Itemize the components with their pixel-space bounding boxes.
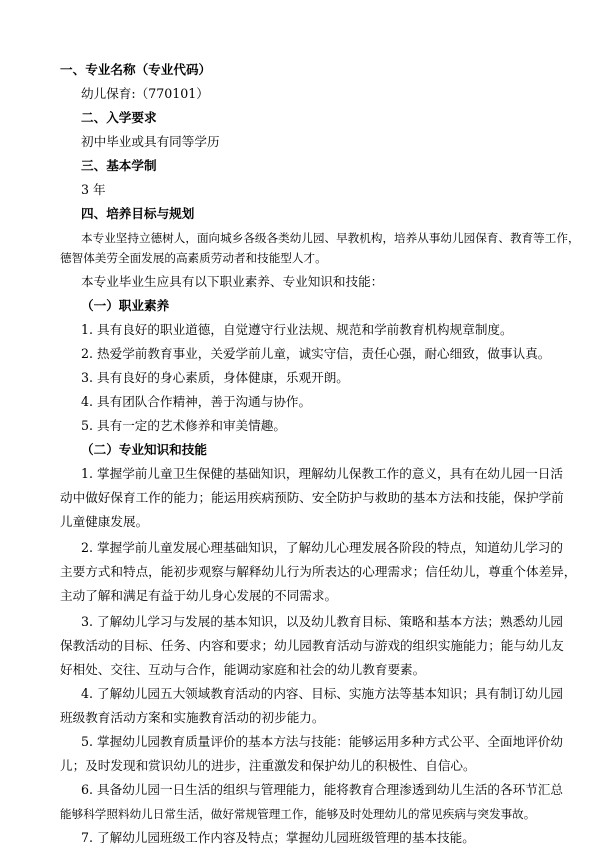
list-item: 1. 具有良好的职业道德，自觉遵守行业法规、规范和学前教育机构规章制度。 <box>81 322 513 337</box>
paragraph-line: 6. 具备幼儿园一日生活的组织与管理能力，能将教育合理渗透到幼儿生活的各环节汇总 <box>81 782 563 797</box>
paragraph-line: 儿童健康发展。 <box>60 514 149 529</box>
paragraph-line: 7. 了解幼儿园班级工作内容及特点；掌握幼儿园班级管理的基本技能。 <box>81 830 475 845</box>
admission-text: 初中毕业或具有同等学历 <box>81 134 220 149</box>
heading-admission: 二、入学要求 <box>81 110 157 125</box>
duration-text: 3 年 <box>81 182 106 197</box>
list-item: 4. 具有团队合作精神，善于沟通与协作。 <box>81 394 312 409</box>
paragraph-line: 主动了解和满足有益于幼儿身心发展的不同需求。 <box>60 588 338 603</box>
paragraph-line: 1. 掌握学前儿童卫生保健的基础知识，理解幼儿保教工作的意义，具有在幼儿园一日活 <box>81 466 563 481</box>
list-item: 3. 具有良好的身心素质，身体健康，乐观开朗。 <box>81 370 349 385</box>
heading-major-name: 一、专业名称（专业代码） <box>60 62 212 77</box>
paragraph-line: 保教活动的目标、任务、内容和要求；幼儿园教育活动与游戏的组织实施能力；能与幼儿友 <box>60 638 564 653</box>
heading-knowledge-skills: （二）专业知识和技能 <box>81 442 207 457</box>
heading-duration: 三、基本学制 <box>81 158 157 173</box>
paragraph-line: 4. 了解幼儿园五大领域教育活动的内容、目标、实施方法等基本知识；具有制订幼儿园 <box>81 686 563 701</box>
heading-professional-quality: （一）职业素养 <box>81 298 170 313</box>
goals-paragraph-line: 本专业坚持立德树人，面向城乡各级各类幼儿园、早教机构，培养从事幼儿园保育、教育等工作， <box>81 231 580 245</box>
goals-paragraph-line: 德智体美劳全面发展的高素质劳动者和技能型人才。 <box>60 251 327 265</box>
list-item: 5. 具有一定的艺术修养和审美情趣。 <box>81 418 286 433</box>
paragraph-line: 能够科学照料幼儿日常生活，做好常规管理工作，能够及时处理幼儿的常见疾病与突发事故。 <box>60 807 536 821</box>
paragraph-line: 动中做好保育工作的能力；能运用疾病预防、安全防护与救助的基本方法和技能，保护学前 <box>60 490 564 505</box>
paragraph-line: 好相处、交往、互动与合作，能调动家庭和社会的幼儿教育要素。 <box>60 662 426 677</box>
list-item: 2. 热爱学前教育事业，关爱学前儿童，诚实守信，责任心强，耐心细致，做事认真。 <box>81 346 551 361</box>
paragraph-line: 主要方式和特点，能初步观察与解释幼儿行为所表达的心理需求；信任幼儿，尊重个体差异， <box>60 564 577 579</box>
paragraph-line: 3. 了解幼儿学习与发展的基本知识，以及幼儿教育目标、策略和基本方法；熟悉幼儿园 <box>81 614 563 629</box>
paragraph-line: 2. 掌握学前儿童发展心理基础知识，了解幼儿心理发展各阶段的特点，知道幼儿学习的 <box>81 540 563 555</box>
paragraph-line: 本专业毕业生应具有以下职业素养、专业知识和技能： <box>81 274 384 289</box>
heading-goals: 四、培养目标与规划 <box>81 206 195 221</box>
paragraph-line: 班级教育活动方案和实施教育活动的初步能力。 <box>60 710 325 725</box>
paragraph-line: 5. 掌握幼儿园教育质量评价的基本方法与技能：能够运用多种方式公平、全面地评价幼 <box>81 734 563 749</box>
major-code: 幼儿保育:（770101） <box>81 86 209 101</box>
paragraph-line: 儿；及时发现和赏识幼儿的进步，注重激发和保护幼儿的积极性、自信心。 <box>60 758 476 773</box>
